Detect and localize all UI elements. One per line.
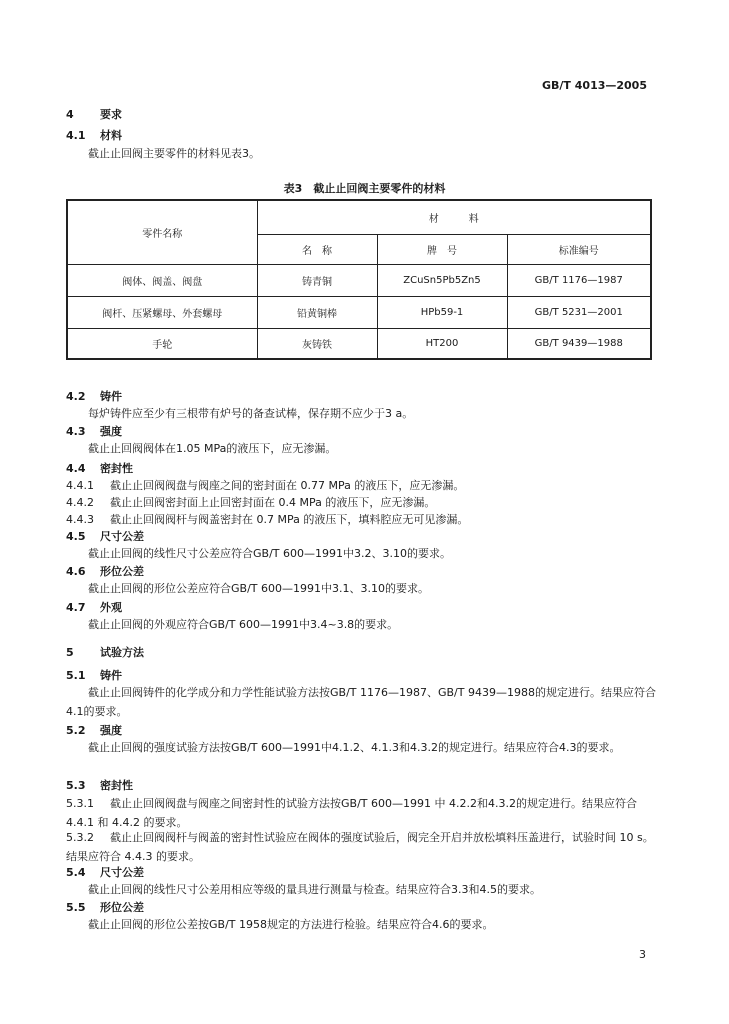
section-title: 外观 (100, 601, 122, 614)
section-number: 5.1 (66, 669, 86, 682)
cell-standard: GB/T 1176—1987 (507, 264, 651, 296)
section-4-1-heading (66, 127, 122, 143)
section-title: 形位公差 (100, 901, 144, 914)
section-number: 4.4.1 (66, 479, 94, 492)
section-4-2-text: 每炉铸件应至少有三根带有炉号的备查试棒，保存期不应少于3 a。 (88, 407, 414, 420)
table-row (67, 328, 651, 359)
section-5-4-text: 截止止回阀的线性尺寸公差用相应等级的量具进行测量与检查。结果应符合3.3和4.5的要求。 (88, 883, 541, 896)
header-grade: 牌 号 (377, 234, 507, 264)
cell-part: 手轮 (67, 328, 257, 359)
cell-part: 阀体、阀盖、阀盘 (67, 264, 257, 296)
header-standard: 标准编号 (507, 234, 651, 264)
section-4-1-text: 截止止回阀主要零件的材料见表3。 (88, 147, 260, 160)
section-title: 强度 (100, 724, 122, 737)
section-number: 5.3.2 (66, 831, 94, 844)
section-number: 4.6 (66, 565, 86, 578)
section-text: 截止止回阀阀盘与阀座之间的密封面在 0.77 MPa 的液压下，应无渗漏。 (110, 479, 465, 492)
section-4-5-text: 截止止回阀的线性尺寸公差应符合GB/T 600—1991中3.2、3.10的要求。 (88, 547, 451, 560)
cell-grade: HPb59-1 (377, 296, 507, 328)
section-title: 强度 (100, 425, 122, 438)
section-5-3-1 (66, 794, 660, 832)
section-title: 铸件 (100, 669, 122, 682)
cell-part: 阀杆、压紧螺母、外套螺母 (67, 296, 257, 328)
section-title: 尺寸公差 (100, 866, 144, 879)
standard-number: GB/T 4013—2005 (542, 79, 647, 92)
section-number: 4.5 (66, 530, 86, 543)
section-5-4-heading (66, 864, 144, 880)
section-number: 4 (66, 108, 74, 121)
section-title: 材料 (100, 129, 122, 142)
section-4-heading (66, 106, 122, 122)
section-4-6-heading (66, 563, 144, 579)
cell-grade: HT200 (377, 328, 507, 359)
section-number: 4.4 (66, 462, 86, 475)
section-5-2-heading (66, 722, 122, 738)
section-number: 5.4 (66, 866, 86, 879)
section-4-4-2 (66, 494, 435, 510)
section-5-2-text: 截止止回阀的强度试验方法按GB/T 600—1991中4.1.2、4.1.3和4.3.2的规定进行。结果应符合4.3的要求。 (88, 741, 621, 754)
section-number: 5.3.1 (66, 797, 94, 810)
section-number: 4.3 (66, 425, 86, 438)
header-part-name: 零件名称 (67, 200, 257, 264)
section-text: 截止止回阀密封面上止回密封面在 0.4 MPa 的液压下，应无渗漏。 (110, 496, 436, 509)
section-5-5-heading (66, 899, 144, 915)
section-text: 截止止回阀阀杆与阀盖的密封性试验应在阀体的强度试验后，阀完全开启并放松填料压盖进行，试验时间 10 s。结果应符合 4.4.3 的要求。 (66, 831, 654, 863)
section-4-4-heading (66, 460, 133, 476)
section-title: 形位公差 (100, 565, 144, 578)
table-caption: 表3 截止止回阀主要零件的材料 (283, 182, 446, 195)
section-text: 截止止回阀阀盘与阀座之间密封性的试验方法按GB/T 600—1991 中 4.2.2和4.3.2的规定进行。结果应符合 4.4.1 和 4.4.2 的要求。 (66, 797, 637, 829)
section-4-6-text: 截止止回阀的形位公差应符合GB/T 600—1991中3.1、3.10的要求。 (88, 582, 429, 595)
section-4-4-3 (66, 511, 468, 527)
table-row (67, 264, 651, 296)
cell-standard: GB/T 9439—1988 (507, 328, 651, 359)
section-title: 试验方法 (100, 646, 144, 659)
section-4-7-text: 截止止回阀的外观应符合GB/T 600—1991中3.4~3.8的要求。 (88, 618, 399, 631)
cell-name: 灰铸铁 (257, 328, 377, 359)
table-row (67, 296, 651, 328)
materials-table (66, 199, 652, 360)
page-number: 3 (639, 948, 646, 961)
section-number: 4.1 (66, 129, 86, 142)
cell-grade: ZCuSn5Pb5Zn5 (377, 264, 507, 296)
section-5-3-heading (66, 777, 133, 793)
section-5-3-2 (66, 828, 660, 866)
section-number: 4.2 (66, 390, 86, 403)
section-title: 要求 (100, 108, 122, 121)
section-5-5-text: 截止止回阀的形位公差按GB/T 1958规定的方法进行检验。结果应符合4.6的要求。 (88, 918, 494, 931)
section-4-2-heading (66, 388, 122, 404)
section-5-heading (66, 644, 144, 660)
section-number: 4.4.3 (66, 513, 94, 526)
section-number: 5.5 (66, 901, 86, 914)
cell-standard: GB/T 5231—2001 (507, 296, 651, 328)
section-5-1-heading (66, 667, 122, 683)
section-title: 密封性 (100, 462, 133, 475)
section-4-4-1 (66, 477, 464, 493)
section-4-3-text: 截止止回阀阀体在1.05 MPa的液压下，应无渗漏。 (88, 442, 337, 455)
header-material: 材 料 (257, 200, 651, 234)
section-4-3-heading (66, 423, 122, 439)
section-number: 5.2 (66, 724, 86, 737)
section-title: 密封性 (100, 779, 133, 792)
header-name: 名 称 (257, 234, 377, 264)
section-number: 4.4.2 (66, 496, 94, 509)
section-title: 尺寸公差 (100, 530, 144, 543)
section-4-5-heading (66, 528, 144, 544)
cell-name: 铅黄铜棒 (257, 296, 377, 328)
section-text: 截止止回阀阀杆与阀盖密封在 0.7 MPa 的液压下，填料腔应无可见渗漏。 (110, 513, 469, 526)
section-5-1-text: 截止止回阀铸件的化学成分和力学性能试验方法按GB/T 1176—1987、GB/T 9439—1988的规定进行。结果应符合4.1的要求。 (66, 686, 656, 718)
cell-name: 铸青铜 (257, 264, 377, 296)
section-number: 5 (66, 646, 74, 659)
section-title: 铸件 (100, 390, 122, 403)
section-number: 4.7 (66, 601, 86, 614)
section-number: 5.3 (66, 779, 86, 792)
section-4-7-heading (66, 599, 122, 615)
